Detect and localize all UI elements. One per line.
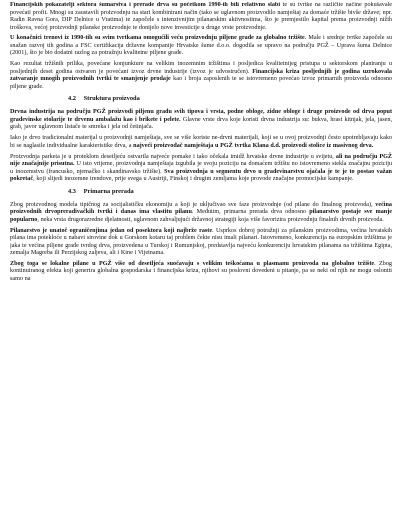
section-heading-4-3 (68, 188, 392, 196)
text-run: kao i broja zaposlenih te se istovremeno povećao izvoz primarnih proizvoda odnosno piljene građe. (10, 76, 392, 90)
body-paragraph (10, 228, 392, 258)
text-run: Kao rezultat tržišnih prilika, povećane konjunkture na velikim inozemnim tržištima i posljedica kvalitetnijeg pristupa u sektorskom planiranju u posljednjih deset godina ostvaren je povećani izvoz drvne industrije (izvoz je udvostručen). (10, 61, 392, 75)
text-run: . Međutim, primarna prerada drva odnosno (191, 209, 310, 216)
paragraph-group-4-2 (10, 109, 392, 183)
text-run: , koji slijedi inozemne trendove, prije svega u Austriji, Finskoj i drugim zemljama koje provode značajne promocijske kampanje. (33, 176, 354, 183)
bold-text-run: većina proizvodnih drvopreradivačkih tvrtki i danas ima vlastitu pilanu (10, 201, 392, 216)
bold-text-run: najveći proizvođač namještaja u PGŽ tvrtka Klana d.d. proizvodi stolice iz masivnog drva. (133, 142, 374, 149)
body-paragraph (10, 202, 392, 225)
text-run: Proizvodnja parketa je u proteklom desetljeću ostvarila najveće pomake i tako očekala imidž hrvatske drvne industrije u svijetu, (10, 153, 336, 160)
section-title: Struktura proizvoda (83, 95, 140, 103)
bold-text-run: U konačnici trenovi iz 1990-tih su svim tvrtkama omogućili veću proizvodnju piljene građe za globalno tržište (10, 35, 305, 42)
text-run: te su tvrtke na različite načine pokušavale povećati profit. Mnogi su zaustavili proizvodnju na stari kombinirani način (tako se uglavnom proizvodilo namještaj za domaće tržište bivše države; npr. Radin Ravna Gora, DIP Delnice u Vratima) te započele s intenzivnijim pilanarskim aktivnostima, što je premjestilo kapital prema proizvodnji nižih troškova, većoj proizvodnji pilanske proizvodnje te donijelo nove investicije u druge vrste proizvodnje. (10, 2, 392, 31)
section-title: Primarna prerada (83, 187, 134, 195)
body-paragraph (10, 61, 392, 91)
body-paragraph (10, 109, 392, 132)
section-number: 4.2 (68, 95, 76, 103)
body-paragraph (10, 2, 392, 32)
paragraph-group-intro (10, 2, 392, 91)
body-paragraph (10, 261, 392, 284)
text-run: Zbog proizvodnog modela tipičnog za socijalističku ekonomiju a koji je uključivao sve faze proizvodnje (od pilane do finalnog proizvoda), (10, 201, 376, 208)
bold-text-run: Pilanarstvo je unatoč ograničenjima jedan od posektora koji najbrže raste (10, 227, 213, 234)
body-paragraph (10, 154, 392, 184)
body-paragraph (10, 135, 392, 150)
paragraph-group-4-3 (10, 202, 392, 284)
text-run: . Usprkos dobroj potražnji za pilanskim proizvodima, većina hrvatskih pilana ima potekloće u nabavi sirovine dok u Gorskom kotaru taj problem čekte nisu imali pilanari. Istovremeno, konkurencija na europskim tržištima je jaka te većina piljene građe tvrdog drva, proizvedena u Turskoj i Rumunjskoj, predstavlja najveću konkurenciju hrvatskim pilanama na tržištima Egipta, zemalja Magreba ili Perzijskog zaljeva, ali i Kine i Vijetnama. (10, 227, 392, 257)
text-run: . Male i srednje tvrtke započele su snažan razvoj tih godina a FSC certifikacija državne kompanije Hrvatske šume d.o.o. dogodila se upravo na području PGŽ – Uprava šuma Delnice (2001), što je bio dodatni razlog za potražnju kvalitetne piljene građe. (10, 35, 392, 57)
text-run: Glavne vrste drva koje koristi drvna industrija su: bukva, hrast kitnjak, jela, jasen, grab, javor uglavnom listače te smreka i jela od četinjača. (10, 116, 392, 131)
bold-text-run: Sva proizvodnja u segmentu drvo u građevinarstvu ojačala je te je to postao važan pokretač (10, 168, 392, 183)
section-heading-4-2 (68, 95, 392, 103)
text-run: U isto vrijeme, proizvodnja namještaja izgubila je svoju poziciju na domaćem tržištu no istovremeno stekla značajnu poziciju u inozemstvu (francusko, njemačko i skandinavsko tržište). (10, 161, 392, 175)
bold-text-run: pilanarstvo postaje sve manje popularno (10, 209, 392, 223)
bold-text-run: ali na području PGŽ nije značajnije prisutna. (10, 153, 392, 168)
text-run: Iako je drvo tradicionalni materijal u proizvodnji namještaja, sve se više koriste ne-drvni materijali, koji se u ovoj proizvodnji često upotrebljavaju kako bi se naglasile individualne karakteristike drva, a (10, 135, 392, 149)
bold-text-run: Drvna industrija na području PGŽ proizvodi piljenu građu svih tipova i vrsta, podne obloge, zidne obloge i druge proizvode od drva poput građevinske stolarije te drvenu ambalažu kao i brikete i pelete. (10, 109, 392, 123)
section-number: 4.3 (68, 187, 76, 195)
body-paragraph (10, 35, 392, 58)
bold-text-run: Financijskih pokazatelji sektora šumarstva i prerade drva su početkom 1990-ih bili relativno slabi (10, 2, 281, 8)
bold-text-run: Financijska kriza posljednjih je godina uzrokovala zatvaranje mnogih proizvodnih tvrtki te smanjenje prodaje (10, 68, 392, 83)
text-run: , neka vrsta drugorazredne djelatnosti, uglavnom zahvaljujući državnoj strategiji koja više favorizira proizvodnju finalnih drvnih proizvoda. (37, 216, 384, 223)
document-page (10, 2, 392, 523)
text-run: . Zbog kontinuiranog efekta koji generira globalna gospodarska i financijska kriza, njihovi su poslovni dovedeni u pitanje, pa se neki od njih ne mogu oslontti samo na (10, 260, 392, 282)
bold-text-run: Zbog toga se lokalne pilane u PGŽ više od desetljeća suočavaju s velikim teškoćama u plasmanu proizvoda na globalno tržište (10, 260, 375, 267)
